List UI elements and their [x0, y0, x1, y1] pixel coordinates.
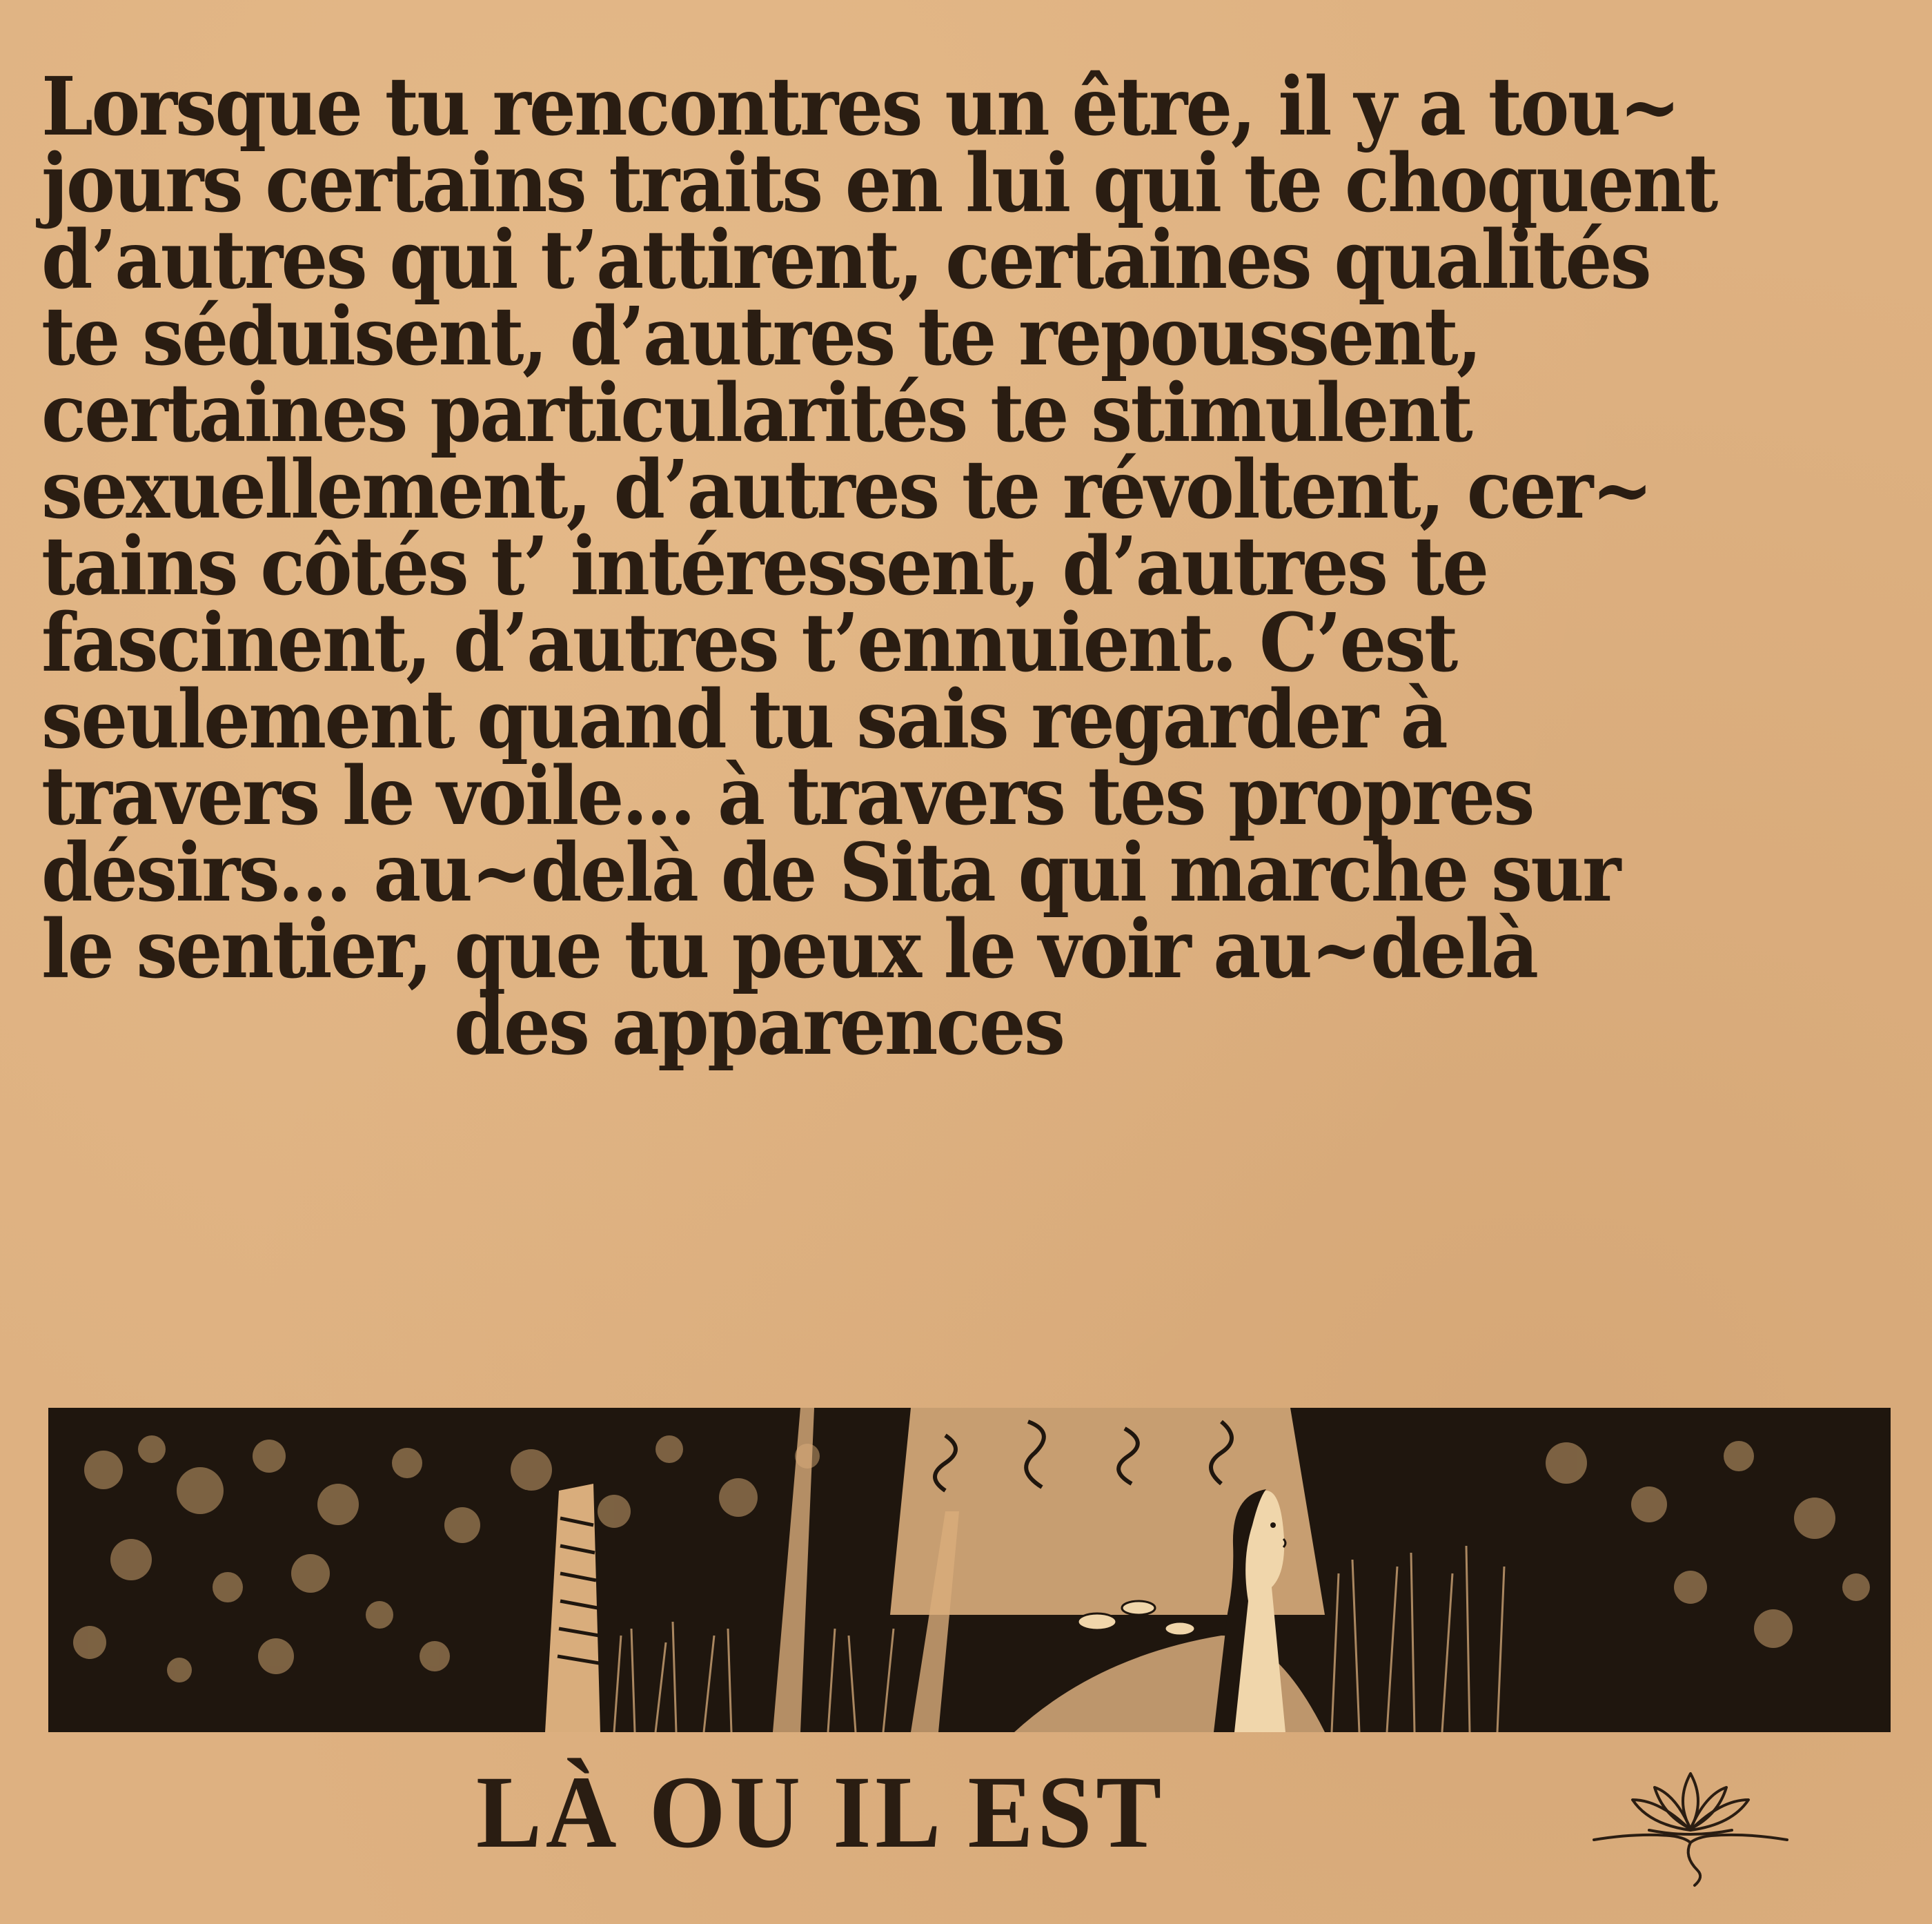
quote-text	[41, 60, 1904, 1073]
quote-line: fascinent, d’autres t’ennuient. C’est	[41, 596, 1457, 690]
lotus-icon	[1580, 1753, 1801, 1891]
quote-line: jours certains traits en lui qui te choquent	[41, 137, 1717, 230]
quote-line: des apparences	[454, 979, 1064, 1073]
quote-line: seulement quand tu sais regarder à	[41, 673, 1446, 767]
forest-illustration	[48, 1408, 1891, 1732]
page-title: LÀ OU IL EST	[476, 1755, 1165, 1869]
quote-line: tains côtés t’ intéressent, d’autres te	[41, 520, 1488, 613]
forest-drawing	[48, 1408, 1891, 1732]
quote-line: travers le voile… à travers tes propres	[41, 749, 1533, 843]
quote-line: désirs… au~delà de Sita qui marche sur	[41, 826, 1619, 920]
quote-line: le sentier, que tu peux le voir au~delà	[41, 903, 1537, 997]
quote-line: Lorsque tu rencontres un être, il y a tou~	[41, 60, 1679, 154]
quote-line: sexuellement, d’autres te révoltent, cer~	[41, 443, 1652, 537]
quote-line: te séduisent, d’autres te repoussent,	[41, 290, 1481, 384]
quote-line: certaines particularités te stimulent	[41, 366, 1472, 460]
quote-line: d’autres qui t’attirent, certaines qualités	[41, 213, 1650, 307]
